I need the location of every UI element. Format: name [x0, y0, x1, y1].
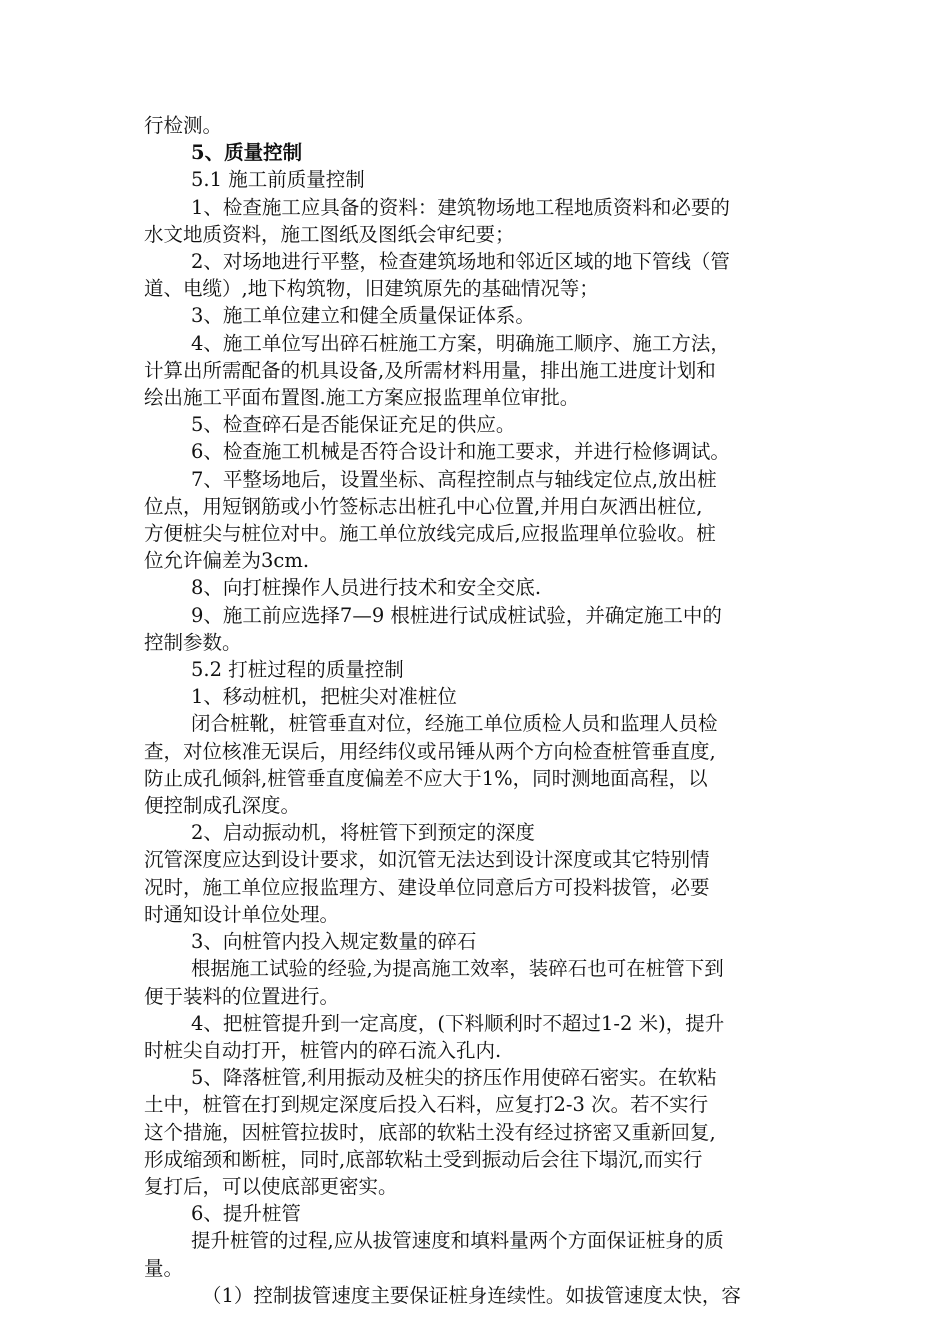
text-line: 查，对位核准无误后，用经纬仪或吊锤从两个方向检查桩管垂直度,	[144, 739, 716, 763]
text-line: 2、对场地进行平整，检查建筑场地和邻近区域的地下管线（管	[191, 250, 730, 274]
text-line: 1、移动桩机，把桩尖对准桩位	[191, 685, 457, 709]
text-line: 6、提升桩管	[191, 1202, 301, 1226]
text-line: 位点，用短钢筋或小竹签标志出桩孔中心位置,并用白灰洒出桩位,	[144, 494, 703, 518]
text-line: 复打后，可以使底部更密实。	[144, 1174, 398, 1198]
text-line: 防止成孔倾斜,桩管垂直度偏差不应大于1%，同时测地面高程，以	[144, 766, 708, 790]
text-line: 2、启动振动机，将桩管下到预定的深度	[191, 821, 535, 845]
text-line: 5、降落桩管,利用振动及桩尖的挤压作用使碎石密实。在软粘	[191, 1066, 717, 1090]
text-line: 根据施工试验的经验,为提高施工效率，装碎石也可在桩管下到	[191, 957, 724, 981]
text-line: 位允许偏差为3cm.	[144, 549, 310, 573]
text-line: 绘出施工平面布置图.施工方案应报监理单位审批。	[144, 386, 580, 410]
text-line: 9、施工前应选择7—9 根桩进行试成桩试验，并确定施工中的	[191, 603, 722, 627]
text-line: 这个措施，因桩管拉拔时，底部的软粘土没有经过挤密又重新回复,	[144, 1120, 716, 1144]
text-line: 4、把桩管提升到一定高度，(下料顺利时不超过1-2 米)，提升	[191, 1011, 725, 1035]
text-line: 闭合桩靴，桩管垂直对位，经施工单位质检人员和监理人员检	[191, 712, 718, 736]
text-line: 时桩尖自动打开，桩管内的碎石流入孔内.	[144, 1038, 502, 1062]
text-line: 控制参数。	[144, 630, 242, 654]
text-line: 水文地质资料，施工图纸及图纸会审纪要；	[144, 222, 515, 246]
text-line: 4、施工单位写出碎石桩施工方案，明确施工顺序、施工方法，	[191, 331, 730, 355]
text-line: 时通知设计单位处理。	[144, 902, 340, 926]
text-line: 7、平整场地后，设置坐标、高程控制点与轴线定位点,放出桩	[191, 467, 717, 491]
text-line: 行检测。	[144, 114, 223, 137]
text-line: 便于装料的位置进行。	[144, 984, 340, 1008]
text-line: 便控制成孔深度。	[144, 794, 301, 818]
text-line: 形成缩颈和断桩，同时,底部软粘土受到振动后会往下塌沉,而实行	[144, 1147, 703, 1171]
text-line: 5、检查碎石是否能保证充足的供应。	[191, 413, 516, 437]
text-line: 土中，桩管在打到规定深度后投入石料，应复打2-3 次。若不实行	[144, 1093, 709, 1117]
section-heading: 5、质量控制	[191, 141, 303, 165]
text-line: 计算出所需配备的机具设备,及所需材料用量，排出施工进度计划和	[144, 358, 716, 382]
text-line: （1）控制拔管速度主要保证桩身连续性。如拔管速度太快，容	[202, 1283, 741, 1307]
text-line: 量。	[144, 1256, 184, 1280]
text-line: 方便桩尖与桩位对中。施工单位放线完成后,应报监理单位验收。桩	[144, 522, 716, 546]
text-line: 5.1 施工前质量控制	[191, 168, 365, 192]
document-page	[144, 112, 804, 1309]
text-line: 5.2 打桩过程的质量控制	[191, 658, 404, 682]
text-line: 3、施工单位建立和健全质量保证体系。	[191, 304, 535, 328]
text-line: 道、电缆）,地下构筑物，旧建筑原先的基础情况等；	[144, 277, 599, 301]
text-line: 提升桩管的过程,应从拔管速度和填料量两个方面保证桩身的质	[191, 1229, 724, 1253]
text-line: 6、检查施工机械是否符合设计和施工要求，并进行检修调试。	[191, 440, 730, 464]
text-line: 8、向打桩操作人员进行技术和安全交底.	[191, 576, 542, 600]
text-line: 况时，施工单位应报监理方、建设单位同意后方可投料拔管，必要	[144, 875, 710, 899]
text-line: 沉管深度应达到设计要求，如沉管无法达到设计深度或其它特别情	[144, 848, 710, 872]
text-line: 1、检查施工应具备的资料：建筑物场地工程地质资料和必要的	[191, 195, 730, 219]
text-line: 3、向桩管内投入规定数量的碎石	[191, 930, 477, 954]
